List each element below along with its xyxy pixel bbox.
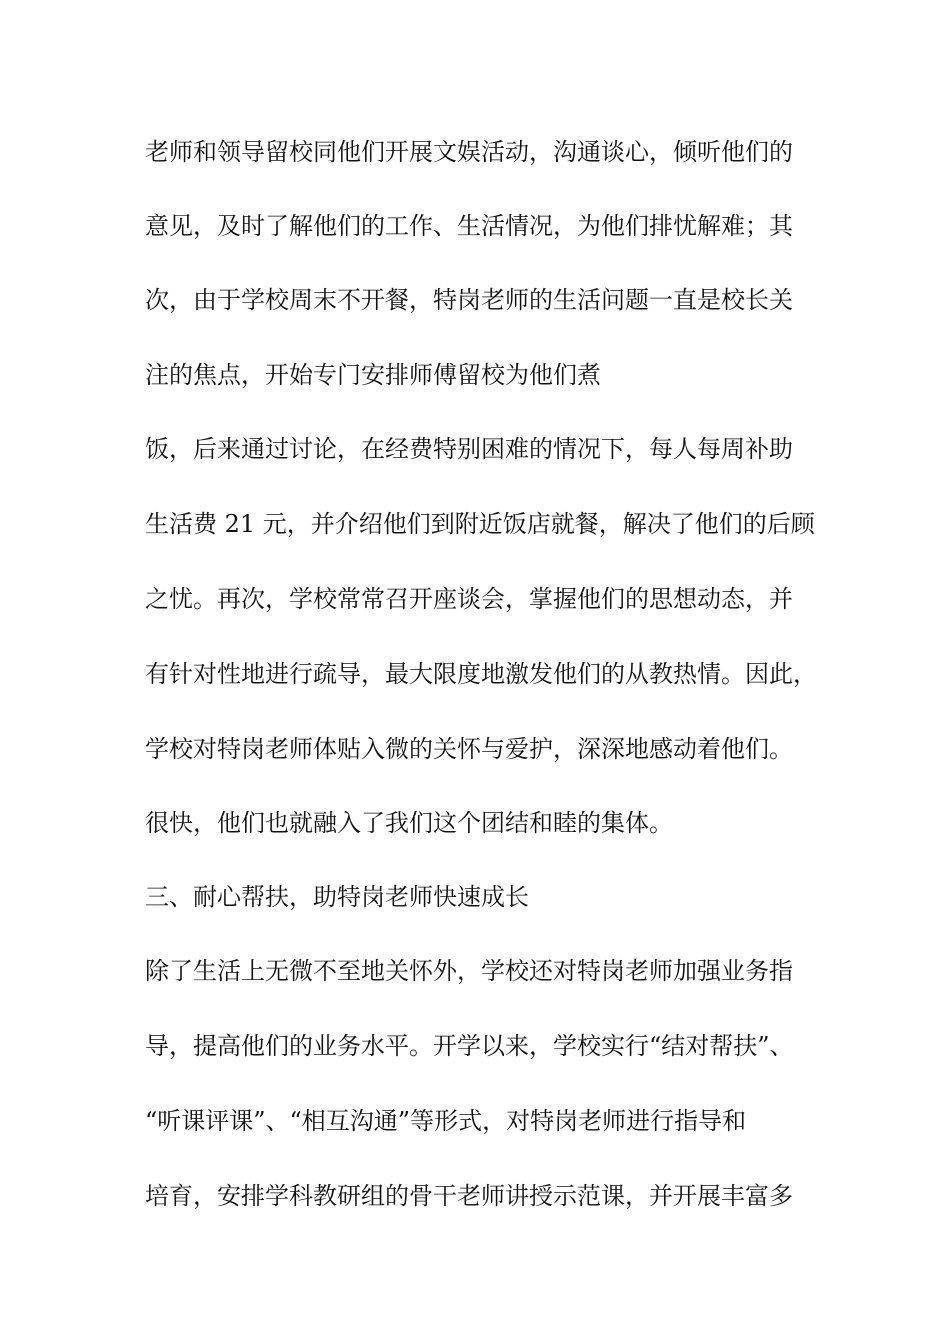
paragraph-line: 培育，安排学科教研组的骨干老师讲授示范课，并开展丰富多 — [145, 1182, 793, 1210]
paragraph-line: 次，由于学校周末不开餐，特岗老师的生活问题一直是校长关 — [145, 286, 793, 314]
paragraph-line: 很快，他们也就融入了我们这个团结和睦的集体。 — [145, 809, 673, 837]
paragraph-line: 老师和领导留校同他们开展文娱活动，沟通谈心，倾听他们的 — [145, 138, 793, 166]
paragraph-line: 有针对性地进行疏导，最大限度地激发他们的从教热情。因此， — [145, 660, 817, 688]
section-heading: 三、耐心帮扶，助特岗老师快速成长 — [145, 883, 529, 911]
paragraph-line: 注的焦点，开始专门安排师傅留校为他们煮 — [145, 361, 601, 389]
paragraph-line: 生活费 21 元，并介绍他们到附近饭店就餐，解决了他们的后顾 — [145, 510, 815, 538]
paragraph-line: 导，提高他们的业务水平。开学以来，学校实行“结对帮扶”、 — [145, 1032, 794, 1060]
paragraph-line: 意见，及时了解他们的工作、生活情况，为他们排忧解难；其 — [145, 212, 793, 240]
paragraph-line: 之忧。再次，学校常常召开座谈会，掌握他们的思想动态，并 — [145, 585, 793, 613]
paragraph-line: “听课评课”、“相互沟通”等形式，对特岗老师进行指导和 — [145, 1107, 747, 1135]
paragraph-line: 除了生活上无微不至地关怀外，学校还对特岗老师加强业务指 — [145, 957, 793, 985]
paragraph-line: 学校对特岗老师体贴入微的关怀与爱护，深深地感动着他们。 — [145, 735, 793, 763]
paragraph-line: 饭，后来通过讨论，在经费特别困难的情况下，每人每周补助 — [145, 435, 793, 463]
